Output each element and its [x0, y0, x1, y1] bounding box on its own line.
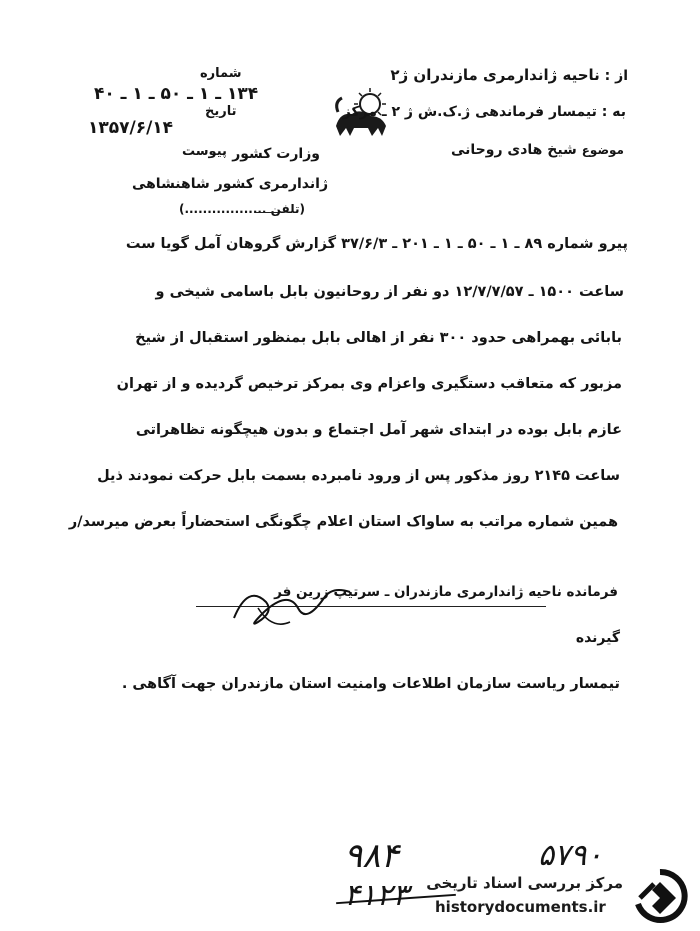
to-label: به :: [601, 104, 626, 120]
handwritten-number-c: ۴۱۲۳: [344, 878, 409, 913]
handwritten-number-a: ۹۸۴: [344, 836, 399, 876]
header-dash: [256, 212, 278, 213]
attachment-label: پیوست: [182, 144, 227, 159]
watermark-title: مرکز بررسی اسناد تاریخی: [423, 874, 626, 892]
handwritten-number-b: ۵۷۹۰: [538, 838, 603, 873]
recipient-line: تیمسار ریاست سازمان اطلاعات وامنیت استان مازندران جهت آگاهی .: [121, 676, 620, 692]
signature-line: فرمانده ناحیه ژاندارمری مازندران ـ سرتیپ زرین فر: [274, 584, 618, 600]
ministry-label: وزارت کشور: [232, 146, 320, 162]
body-line-1: پیرو شماره ۸۹ ـ ۱ ـ ۵۰ ـ ۱ ـ ۲۰۱ ـ ۳۷/۶/۳ گزارش گروهان آمل گویا ست: [125, 236, 628, 252]
to-row: [343, 104, 626, 120]
body-line-7: همین شماره مراتب به ساواک استان اعلام چگونگی استحضاراً بعرض میرسد/ر: [68, 514, 618, 530]
number-value-text: ۱۳۴ ـ ۱ ـ ۵۰ ـ ۱ ـ ۴۰: [94, 84, 259, 104]
body-line-2: ساعت ۱۵۰۰ ـ ۱۲/۷/۷/۵۷ دو نفر از روحانیون بابل باسامی شیخی و: [155, 284, 624, 300]
subject-row: [451, 142, 624, 158]
org-name: ژاندارمری کشور شاهنشاهی: [131, 176, 328, 192]
number-value: [94, 84, 258, 104]
subject-label: موضوع: [581, 143, 624, 157]
body-line-3: بابائی بهمراهی حدود ۳۰۰ نفر از اهالی بابل بمنظور استقبال از شیخ: [135, 330, 622, 346]
body-line-6: ساعت ۲۱۴۵ روز مذکور پس از ورود نامبرده بسمت بابل حرکت نمودند ذیل: [97, 468, 620, 484]
to-value: تیمسار فرماندهی ژ.ک.ش ژ ۲ ـ مرکز: [342, 104, 597, 120]
date-label: تاریخ: [205, 104, 237, 119]
archive-logo-icon: [630, 868, 690, 924]
from-label: از :: [604, 68, 628, 84]
body-line-5: عازم بابل بوده در ابتدای شهر آمل اجتماع و بدون هیچگونه تظاهراتی: [135, 422, 622, 438]
from-value: ناحیه ژاندارمری مازندران ژ۲: [390, 66, 600, 84]
subject-value: شیخ هادی روحانی: [451, 142, 577, 158]
from-row: [390, 66, 628, 84]
date-value: ۱۳۵۷/۶/۱۴: [88, 118, 174, 138]
phone-line: (تلفن ..................): [178, 202, 305, 216]
recipients-label: گیرنده: [575, 630, 620, 646]
number-label: شماره: [200, 66, 242, 81]
watermark-site: historydocuments.ir: [432, 898, 609, 916]
handwritten-signature-icon: [228, 578, 358, 634]
body-line-4: مزبور که متعاقب دستگیری واعزام وی بمرکز ترخیص گردیده و از تهران: [116, 376, 622, 392]
